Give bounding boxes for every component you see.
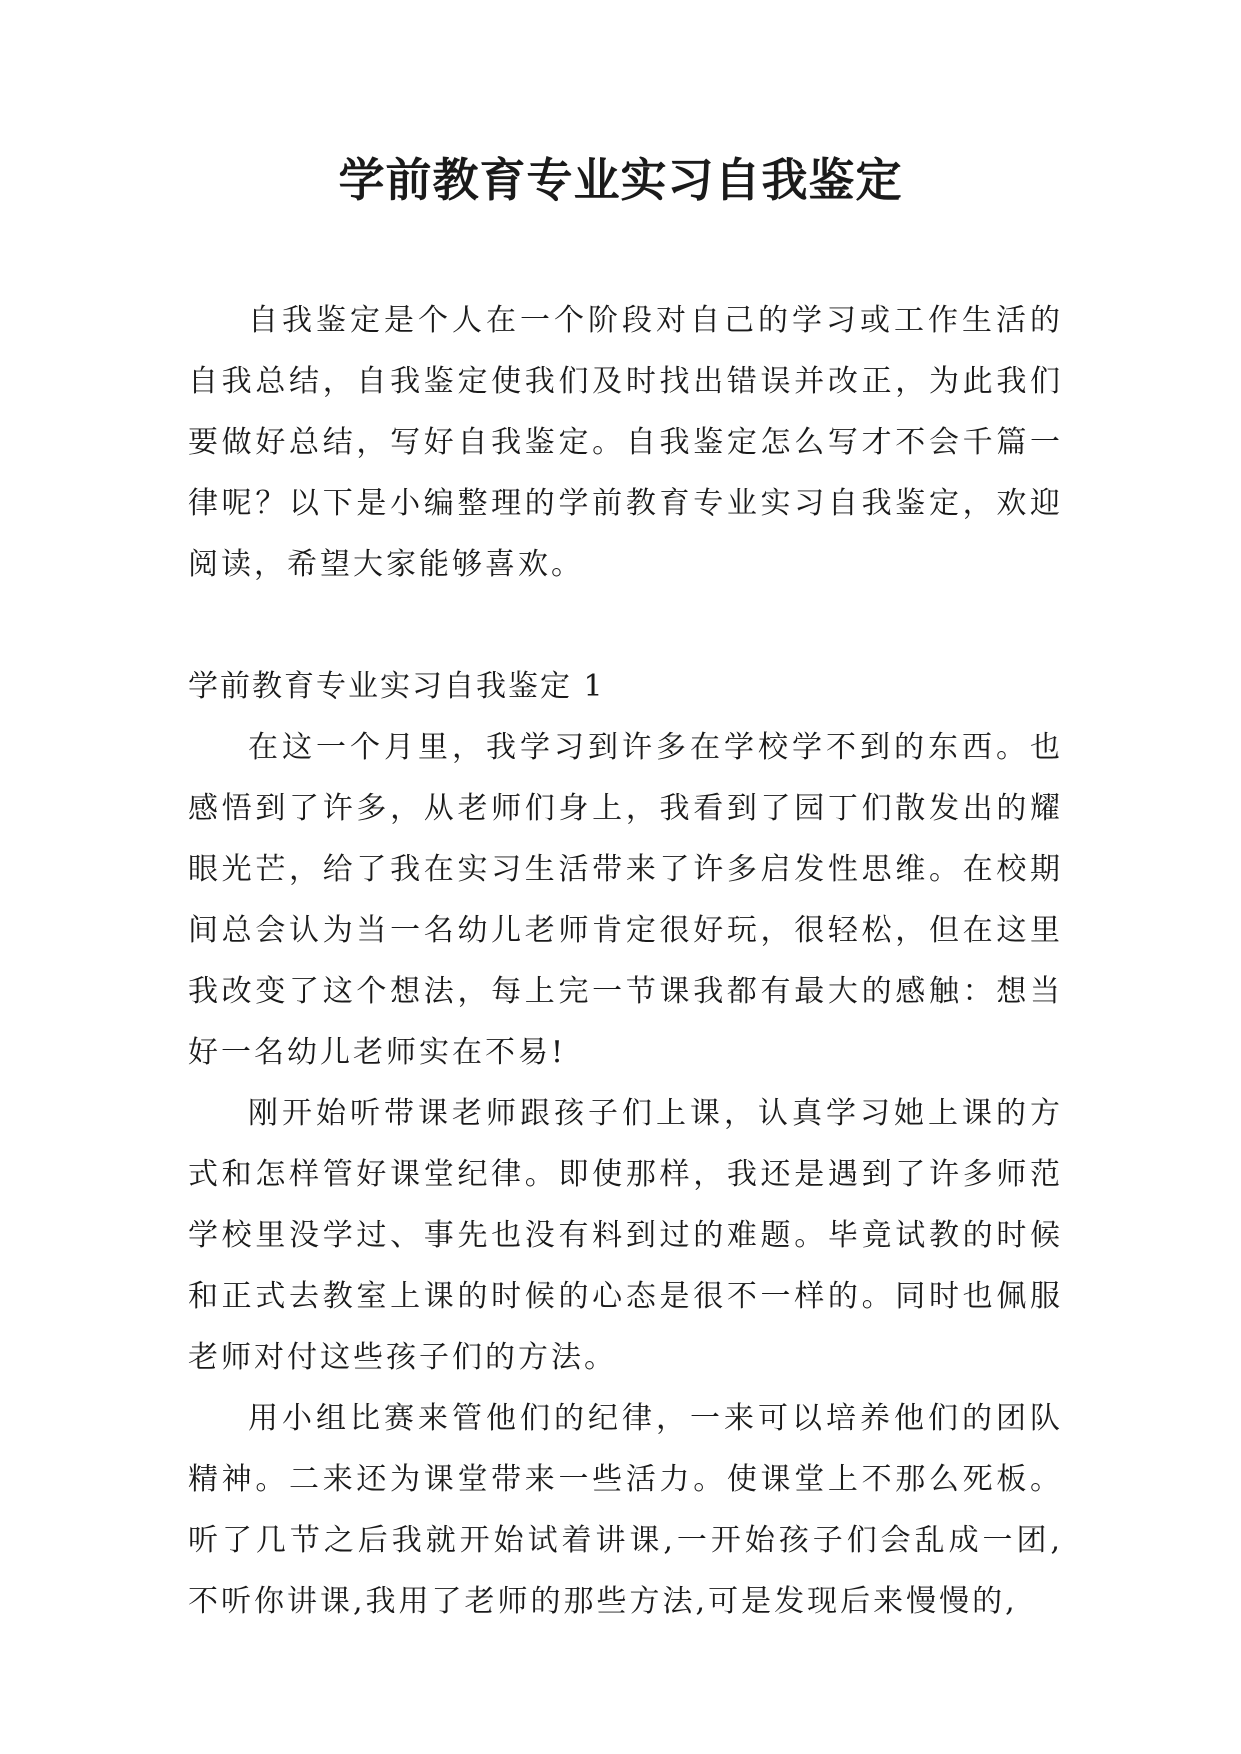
intro-paragraph: 自我鉴定是个人在一个阶段对自己的学习或工作生活的自我总结，自我鉴定使我们及时找出错误并改正，为此我们要做好总结，写好自我鉴定。自我鉴定怎么写才不会千篇一律呢？以下是小编整理的学前教育专业实习自我鉴定，欢迎阅读，希望大家能够喜欢。 <box>188 303 1063 582</box>
section-heading: 学前教育专业实习自我鉴定 1 <box>188 669 605 704</box>
document-body <box>188 290 1063 1632</box>
body-paragraph-1: 在这一个月里，我学习到许多在学校学不到的东西。也感悟到了许多，从老师们身上，我看到了园丁们散发出的耀眼光芒，给了我在实习生活带来了许多启发性思维。在校期间总会认为当一名幼儿老师肯定很好玩，很轻松，但在这里我改变了这个想法，每上完一节课我都有最大的感触：想当好一名幼儿老师实在不易! <box>188 730 1063 1070</box>
document-title: 学前教育专业实习自我鉴定 <box>338 153 903 207</box>
body-paragraph-3: 用小组比赛来管他们的纪律，一来可以培养他们的团队精神。二来还为课堂带来一些活力。使课堂上不那么死板。听了几节之后我就开始试着讲课,一开始孩子们会乱成一团,不听你讲课,我用了老师的那些方法,可是发现后来慢慢的, <box>188 1401 1063 1619</box>
body-paragraph-2: 刚开始听带课老师跟孩子们上课，认真学习她上课的方式和怎样管好课堂纪律。即使那样，我还是遇到了许多师范学校里没学过、事先也没有料到过的难题。毕竟试教的时候和正式去教室上课的时候的心态是很不一样的。同时也佩服老师对付这些孩子们的方法。 <box>188 1096 1063 1375</box>
